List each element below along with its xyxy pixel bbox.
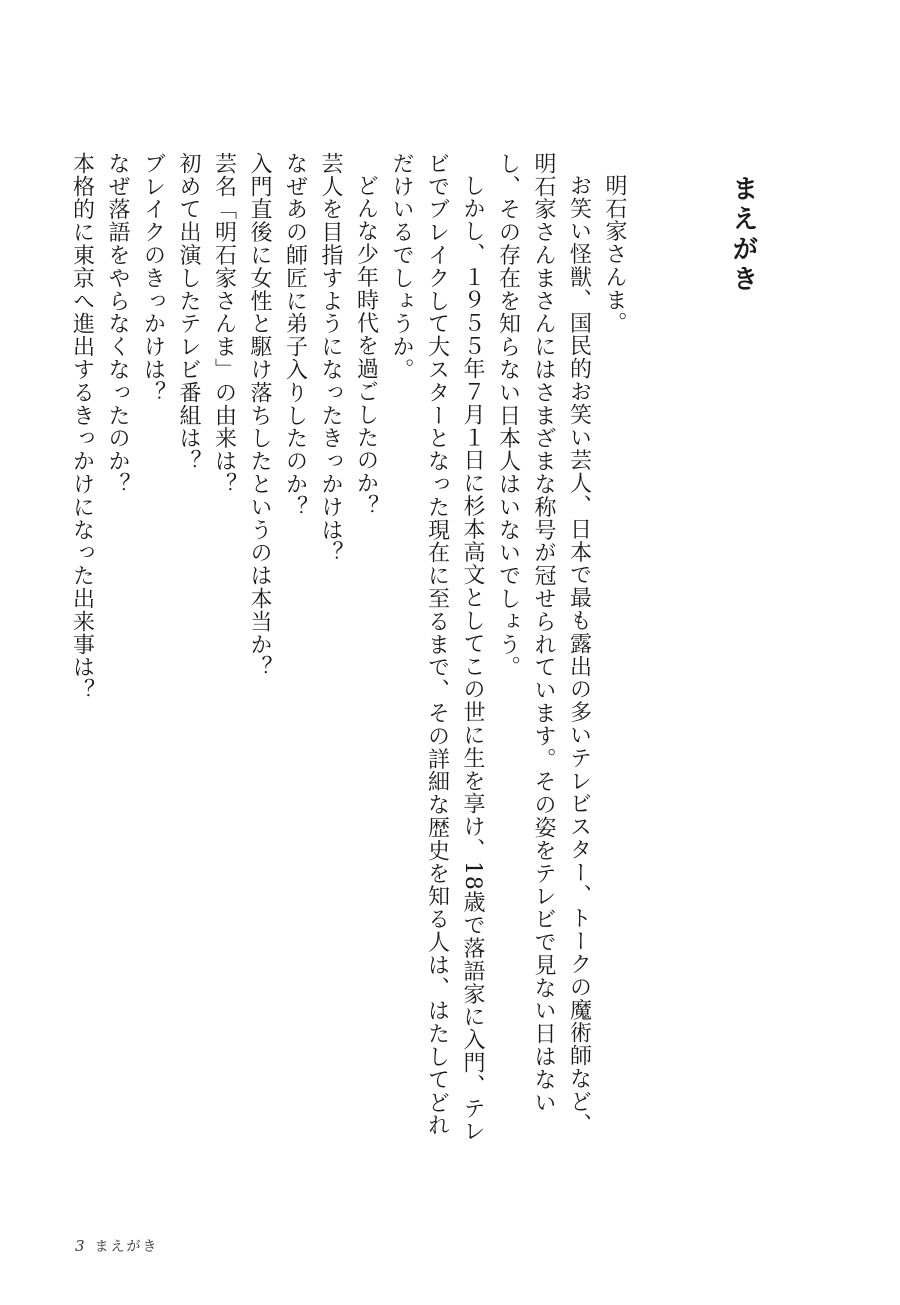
question-master: なぜあの師匠に弟子入りしたのか？: [282, 152, 308, 519]
question-tokyo: 本格的に東京へ進出するきっかけになった出来事は？: [69, 152, 95, 702]
question-rakugo: なぜ落語をやらなくなったのか？: [105, 152, 130, 496]
body-text: [64, 152, 632, 1152]
chapter-title: まえがき: [728, 175, 758, 295]
paragraph-history: しかし、１９５５年７月１日に杉本高文としてこの世に生を享け、18歳で落語家に入門、テレビでブレイクして大スターとなった現在に至るまで、その詳細な歴史を知る人は、はたしてどれだけいるでしょうか。: [389, 152, 485, 1143]
running-title: まえがき: [94, 1239, 159, 1255]
page-number: 3: [75, 1237, 87, 1255]
question-first-tv: 初めて出演したテレビ番組は？: [176, 152, 201, 473]
paragraph-opening: 明石家さんま。: [602, 174, 627, 335]
page-footer: [75, 1236, 159, 1256]
question-elopement: 入門直後に女性と駆け落ちしたというのは本当か？: [247, 152, 272, 679]
question-childhood: どんな少年時代を過ごしたのか？: [353, 174, 379, 518]
question-breakthrough: ブレイクのきっかけは？: [140, 152, 166, 404]
paragraph-titles: お笑い怪獣、国民的お笑い芸人、日本で最も露出の多いテレビスター、トークの魔術師など、明石家さんまさんにはさまざまな称号が冠せられています。その姿をテレビで見ない日はないし、その存在を知らない日本人はいないでしょう。: [495, 152, 592, 1136]
question-stage-name: 芸名「明石家さんま」の由来は？: [211, 152, 237, 496]
question-motivation: 芸人を目指すようになったきっかけは？: [318, 152, 343, 565]
